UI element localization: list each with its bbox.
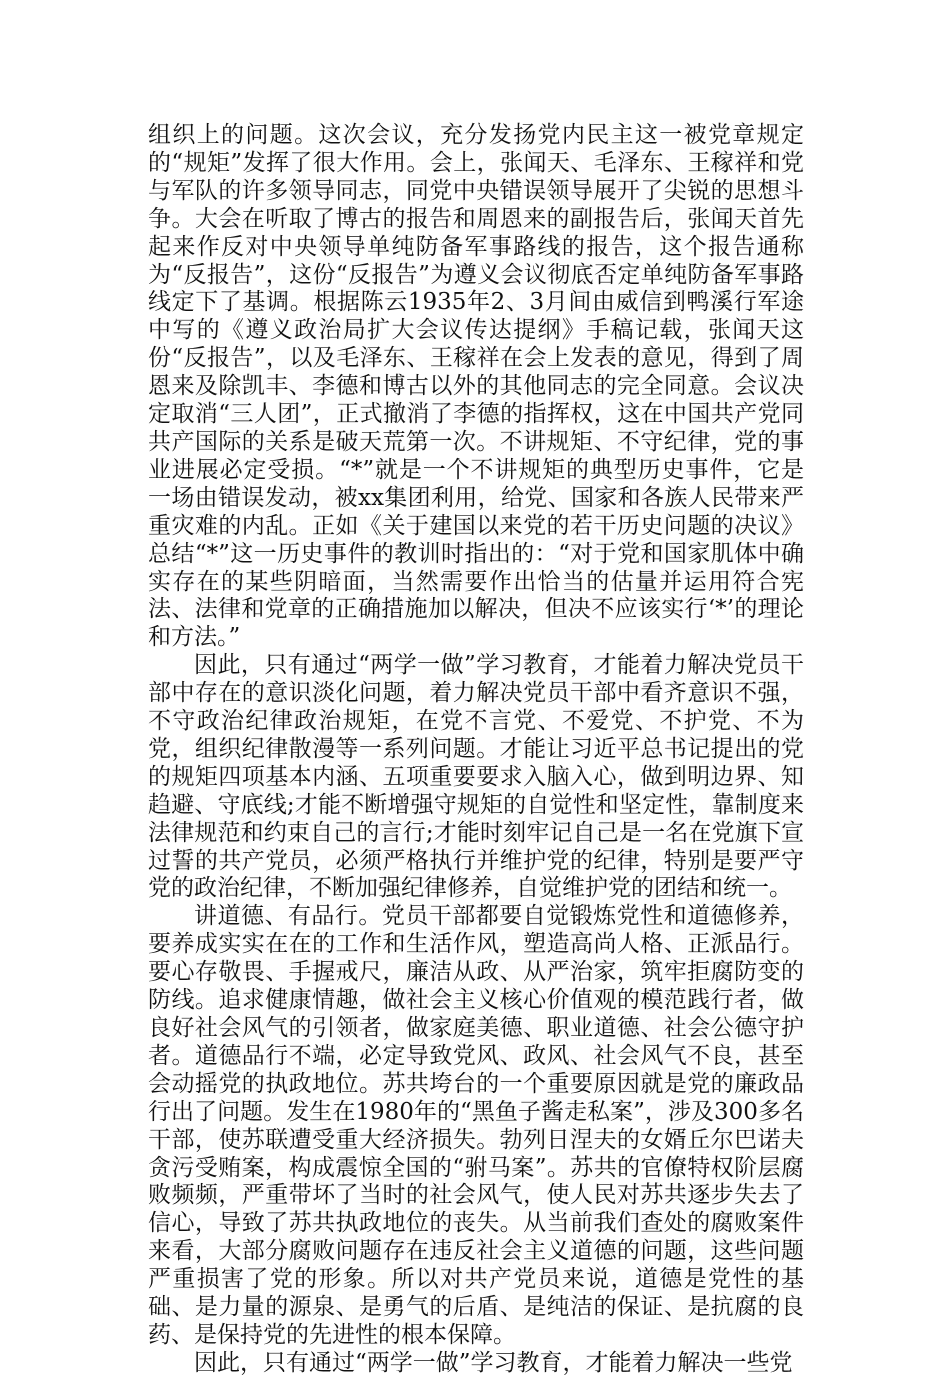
paragraph-closing-fragment: 因此，只有通过“两学一做”学习教育，才能着力解决一些党 xyxy=(194,1349,793,1376)
document-body xyxy=(148,122,804,1378)
paragraph-discipline-education: 因此，只有通过“两学一做”学习教育，才能着力解决党员干部中存在的意识淡化问题，着力解决党员干部中看齐意识不强，不守政治纪律政治规矩，在党不言党、不爱党、不护党、不为党，组织纪律散漫等一系列问题。才能让习近平总书记提出的党的规矩四项基本内涵、五项重要要求入脑入心，做到明边界、知趋避、守底线;才能不断增强守规矩的自觉性和坚定性，靠制度来法律规范和约束自己的言行;才能时刻牢记自己是一名在党旗下宣过誓的共产党员，必须严格执行并维护党的纪律，特别是要严守党的政治纪律，不断加强纪律修养，自觉维护党的团结和统一。 xyxy=(148,652,804,902)
paragraph-morality-conduct: 讲道德、有品行。党员干部都要自觉锻炼党性和道德修养，要养成实实在在的工作和生活作风，塑造高尚人格、正派品行。要心存敬畏、手握戒尺，廉洁从政、从严治家，筑牢拒腐防变的防线。追求健康情趣，做社会主义核心价值观的模范践行者，做良好社会风气的引领者，做家庭美德、职业道德、社会公德守护者。道德品行不端，必定导致党风、政风、社会风气不良，甚至会动摇党的执政地位。苏共垮台的一个重要原因就是党的廉政品行出了问题。发生在1980年的“黑鱼子酱走私案”，涉及300多名干部，使苏联遭受重大经济损失。勃列日涅夫的女婿丘尔巴诺夫贪污受贿案，构成震惊全国的“驸马案”。苏共的官僚特权阶层腐败频频，严重带坏了当时的社会风气，使人民对苏共逐步失去了信心，导致了苏共执政地位的丧失。从当前我们查处的腐败案件来看，大部分腐败问题存在违反社会主义道德的问题，这些问题严重损害了党的形象。所以对共产党员来说，道德是党性的基础、是力量的源泉、是勇气的后盾、是纯洁的保证、是抗腐的良药、是保持党的先进性的根本保障。 xyxy=(148,903,804,1348)
paragraph-zunyi-meeting: 组织上的问题。这次会议，充分发扬党内民主这一被党章规定的“规矩”发挥了很大作用。会上，张闻天、毛泽东、王稼祥和党与军队的许多领导同志，同党中央错误领导展开了尖锐的思想斗争。大会在听取了博古的报告和周恩来的副报告后，张闻天首先起来作反对中央领导单纯防备军事路线的报告，这个报告通称为“反报告”，这份“反报告”为遵义会议彻底否定单纯防备军事路线定下了基调。根据陈云1935年2、3月间由威信到鸭溪行军途中写的《遵义政治局扩大会议传达提纲》手稿记载，张闻天这份“反报告”，以及毛泽东、王稼祥在会上发表的意见，得到了周恩来及除凯丰、李德和博古以外的其他同志的完全同意。会议决定取消“三人团”，正式撤消了李德的指挥权，这在中国共产党同共产国际的关系是破天荒第一次。不讲规矩、不守纪律，党的事业进展必定受损。“*”就是一个不讲规矩的典型历史事件，它是一场由错误发动，被xx集团利用，给党、国家和各族人民带来严重灾难的内乱。正如《关于建国以来党的若干历史问题的决议》总结“*”这一历史事件的教训时指出的：“对于党和国家肌体中确实存在的某些阴暗面，当然需要作出恰当的估量并运用符合宪法、法律和党章的正确措施加以解决，但决不应该实行‘*’的理论和方法。” xyxy=(148,122,804,651)
